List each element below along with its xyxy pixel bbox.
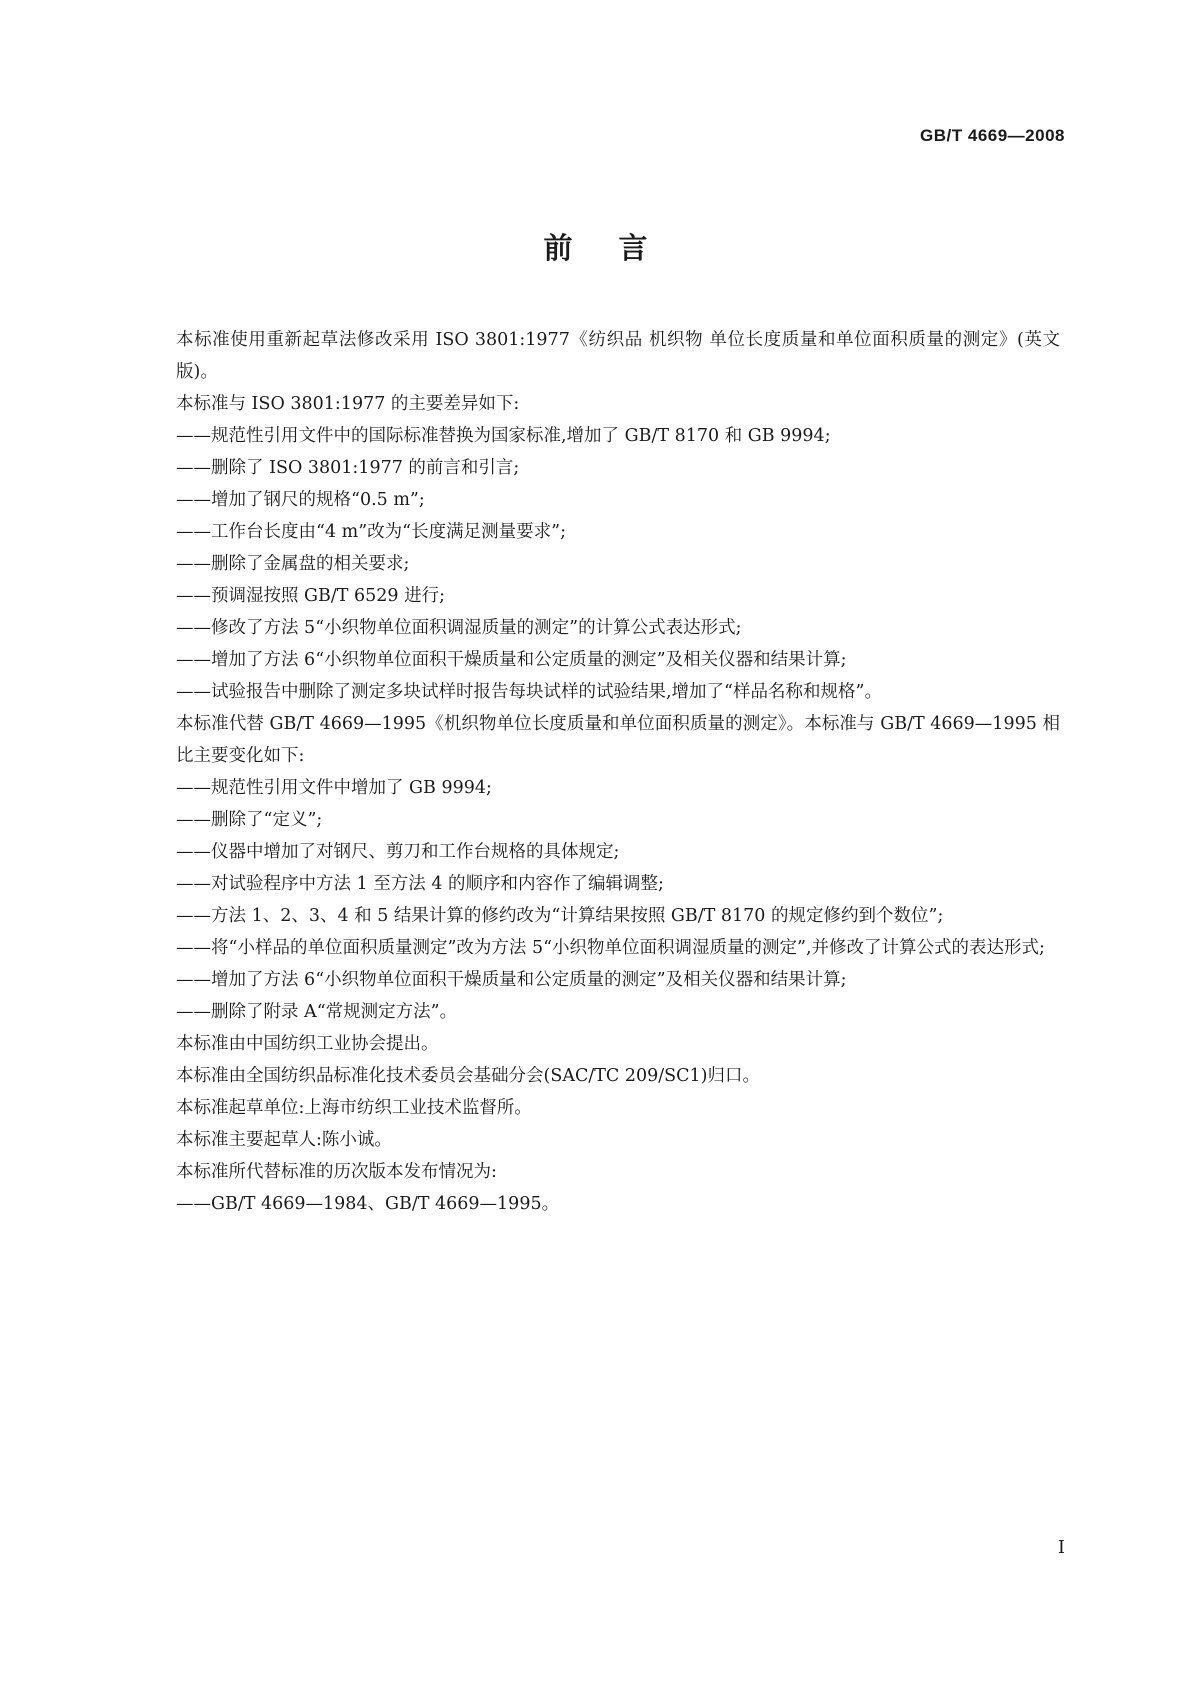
list-item-change: ——增加了方法 6“小织物单位面积干燥质量和公定质量的测定”及相关仪器和结果计算; xyxy=(176,970,847,990)
list-item-difference: ——增加了方法 6“小织物单位面积干燥质量和公定质量的测定”及相关仪器和结果计算; xyxy=(176,650,847,670)
paragraph-replacement: 本标准代替 GB/T 4669—1995《机织物单位长度质量和单位面积质量的测定》。本标准与 GB/T 4669—1995 相比主要变化如下: xyxy=(176,714,1060,766)
list-item-difference: ——删除了 ISO 3801:1977 的前言和引言; xyxy=(176,458,520,478)
list-item-change: ——仪器中增加了对钢尺、剪刀和工作台规格的具体规定; xyxy=(176,842,620,862)
list-item-difference: ——规范性引用文件中的国际标准替换为国家标准,增加了 GB/T 8170 和 GB 9994; xyxy=(176,426,831,446)
list-item-change: ——对试验程序中方法 1 至方法 4 的顺序和内容作了编辑调整; xyxy=(176,874,664,894)
paragraph-drafters: 本标准主要起草人:陈小诚。 xyxy=(176,1130,392,1150)
paragraph-proposer: 本标准由中国纺织工业协会提出。 xyxy=(176,1034,439,1054)
list-item-change: ——删除了“定义”; xyxy=(176,810,323,830)
list-item-change: ——将“小样品的单位面积质量测定”改为方法 5“小织物单位面积调湿质量的测定”,并修改了计算公式的表达形式; xyxy=(176,938,1045,958)
standard-code: GB/T 4669—2008 xyxy=(920,126,1065,145)
list-item-history: ——GB/T 4669—1984、GB/T 4669—1995。 xyxy=(176,1194,560,1214)
list-item-difference: ——试验报告中删除了测定多块试样时报告每块试样的试验结果,增加了“样品名称和规格”。 xyxy=(176,682,882,702)
list-item-difference: ——删除了金属盘的相关要求; xyxy=(176,554,410,574)
list-item-change: ——删除了附录 A“常规测定方法”。 xyxy=(176,1002,458,1022)
paragraph-adoption: 本标准使用重新起草法修改采用 ISO 3801:1977《纺织品 机织物 单位长度质量和单位面积质量的测定》(英文版)。 xyxy=(176,330,1060,382)
foreword-body xyxy=(136,324,1060,1220)
list-item-change: ——规范性引用文件中增加了 GB 9994; xyxy=(176,778,492,798)
paragraph-differences-intro: 本标准与 ISO 3801:1977 的主要差异如下: xyxy=(176,394,520,414)
page-number: I xyxy=(1057,1537,1065,1558)
paragraph-drafting-unit: 本标准起草单位:上海市纺织工业技术监督所。 xyxy=(176,1098,532,1118)
paragraph-history-intro: 本标准所代替标准的历次版本发布情况为: xyxy=(176,1162,497,1182)
list-item-difference: ——预调湿按照 GB/T 6529 进行; xyxy=(176,586,446,606)
page-title: 前言 xyxy=(543,231,694,265)
list-item-difference: ——工作台长度由“4 m”改为“长度满足测量要求”; xyxy=(176,522,566,542)
list-item-difference: ——修改了方法 5“小织物单位面积调湿质量的测定”的计算公式表达形式; xyxy=(176,618,742,638)
list-item-change: ——方法 1、2、3、4 和 5 结果计算的修约改为“计算结果按照 GB/T 8170 的规定修约到个数位”; xyxy=(176,906,944,926)
paragraph-committee: 本标准由全国纺织品标准化技术委员会基础分会(SAC/TC 209/SC1)归口。 xyxy=(176,1066,761,1086)
list-item-difference: ——增加了钢尺的规格“0.5 m”; xyxy=(176,490,425,510)
